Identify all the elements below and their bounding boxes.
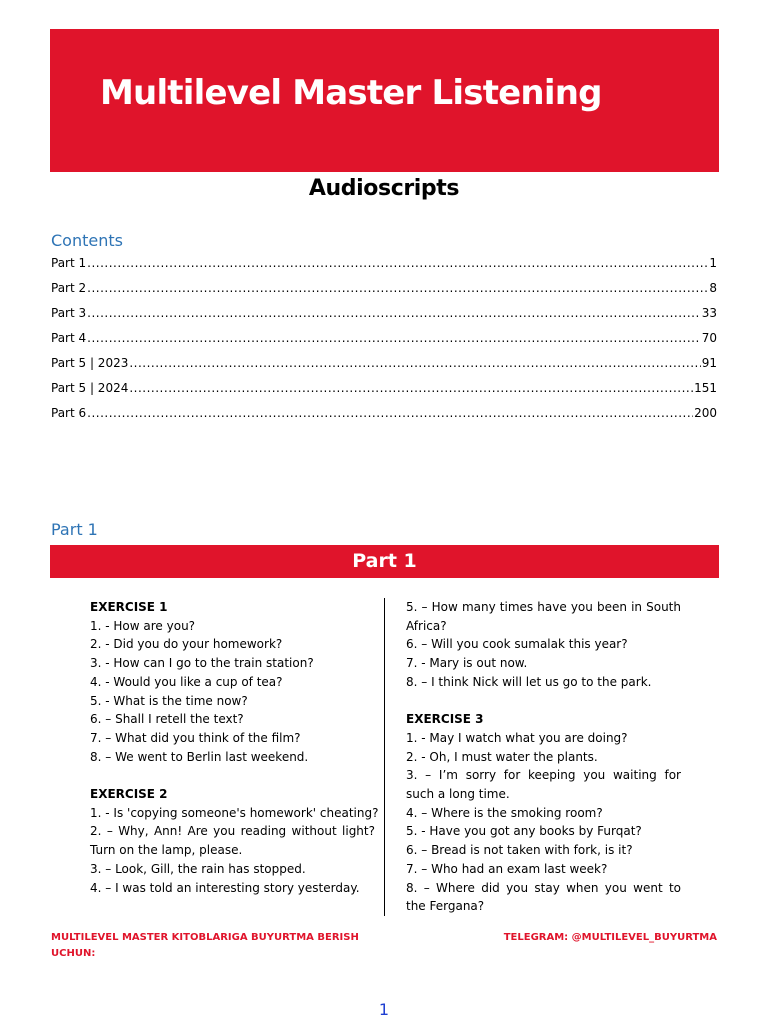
script-line: 2. – Why, Ann! Are you reading without light? Turn on the lamp, please. [90, 824, 375, 858]
exercise-title: EXERCISE 3 [406, 712, 484, 727]
script-line: 5. – How many times have you been in South Africa? [406, 600, 681, 633]
script-line: 2. - Oh, I must water the plants. [406, 749, 598, 764]
toc-entry-part-2[interactable] [51, 281, 717, 306]
script-line: 3. - How can I go to the train station? [90, 656, 314, 671]
section-heading: Part 1 [51, 520, 98, 539]
toc-entry-part-5-2023[interactable] [51, 356, 717, 381]
toc-entry-label: Part 6 [51, 406, 87, 420]
column-divider [384, 598, 385, 916]
table-of-contents [51, 256, 717, 431]
toc-entry-label: Part 5 | 2024 [51, 381, 129, 395]
toc-entry-page: 70 [701, 331, 717, 345]
toc-leader-dots [87, 306, 701, 320]
toc-leader-dots [129, 381, 693, 395]
spacer [90, 766, 375, 785]
toc-entry-part-6[interactable] [51, 406, 717, 431]
toc-leader-dots [87, 281, 708, 295]
script-line: 4. – I was told an interesting story yesterday. [90, 880, 360, 895]
toc-entry-label: Part 3 [51, 306, 87, 320]
toc-entry-label: Part 4 [51, 331, 87, 345]
toc-leader-dots [129, 356, 700, 370]
script-line: 3. – I’m sorry for keeping you waiting for such a long time. [406, 768, 681, 802]
script-line: 1. - Is 'copying someone's homework' cheating? [90, 805, 379, 820]
page-number: 1 [378, 1000, 390, 1019]
spacer [406, 692, 681, 711]
script-line: 6. – Bread is not taken with fork, is it? [406, 843, 633, 858]
toc-leader-dots [87, 406, 693, 420]
toc-entry-page: 151 [694, 381, 717, 395]
toc-entry-page: 200 [694, 406, 717, 420]
document-subtitle: Audioscripts [308, 176, 460, 201]
script-line: 6. – Will you cook sumalak this year? [406, 637, 628, 652]
script-line: 1. - How are you? [90, 618, 196, 633]
script-line: 5. - Have you got any books by Furqat? [406, 824, 642, 839]
toc-entry-page: 91 [701, 356, 717, 370]
right-column [406, 598, 681, 916]
section-banner: Part 1 [50, 545, 719, 578]
toc-entry-label: Part 5 | 2023 [51, 356, 129, 370]
exercise-title: EXERCISE 1 [90, 600, 168, 614]
left-column [90, 598, 379, 897]
script-line: 3. – Look, Gill, the rain has stopped. [90, 861, 306, 876]
toc-entry-page: 1 [709, 256, 717, 270]
script-line: 8. – We went to Berlin last weekend. [90, 749, 309, 764]
toc-entry-label: Part 2 [51, 281, 87, 295]
toc-entry-page: 8 [709, 281, 717, 295]
toc-entry-part-4[interactable] [51, 331, 717, 356]
script-line: 6. – Shall I retell the text? [90, 712, 244, 727]
script-line: 7. – What did you think of the film? [90, 730, 301, 745]
contents-heading: Contents [51, 231, 123, 250]
toc-leader-dots [87, 331, 701, 345]
toc-entry-part-1[interactable] [51, 256, 717, 281]
script-line: 4. - Would you like a cup of tea? [90, 674, 283, 689]
script-line: 7. – Who had an exam last week? [406, 861, 608, 876]
script-line: 5. - What is the time now? [90, 693, 248, 708]
script-line: 1. - May I watch what you are doing? [406, 730, 628, 745]
document-title: Multilevel Master Listening [100, 73, 602, 113]
toc-leader-dots [87, 256, 708, 270]
footer-telegram[interactable]: TELEGRAM: @MULTILEVEL_BUYURTMA [503, 932, 717, 943]
exercise-title: EXERCISE 2 [90, 787, 168, 802]
toc-entry-part-5-2024[interactable] [51, 381, 717, 406]
toc-entry-part-3[interactable] [51, 306, 717, 331]
script-line: 8. – I think Nick will let us go to the park. [406, 674, 652, 689]
script-line: 2. - Did you do your homework? [90, 637, 283, 652]
script-line: 7. - Mary is out now. [406, 656, 528, 671]
script-line: 4. – Where is the smoking room? [406, 805, 603, 820]
script-line: 8. – Where did you stay when you went to the Fergana? [406, 880, 681, 914]
footer-order-note: MULTILEVEL MASTER KITOBLARIGA BUYURTMA BERISH UCHUN: [51, 932, 359, 959]
toc-entry-page: 33 [701, 306, 717, 320]
toc-entry-label: Part 1 [51, 256, 87, 270]
